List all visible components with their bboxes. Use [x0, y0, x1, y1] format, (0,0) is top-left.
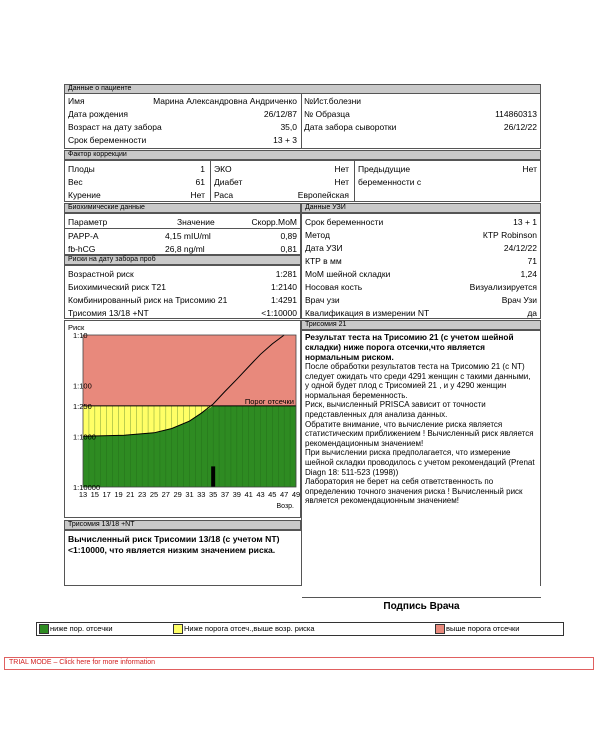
x-tick-label: 41: [244, 490, 253, 499]
t1318-text: Вычисленный риск Трисомии 13/18 (с учетом NT) <1:10000, что является низким значением риска.: [68, 534, 280, 555]
y-tick-label: 1:10: [73, 331, 88, 340]
uzi-label: МоМ шейной складки: [305, 269, 391, 279]
risk-chart-panel: [64, 320, 301, 518]
t21-text: [305, 332, 535, 506]
correction-header: [64, 150, 541, 160]
x-tick-label: 31: [185, 490, 194, 499]
prev-value: Нет: [522, 164, 537, 174]
age-value: 35,0: [280, 122, 297, 132]
y-tick-label: 1:10000: [73, 483, 101, 492]
risk-value: 1:281: [275, 269, 297, 279]
patient-section: [64, 93, 541, 149]
x-tick-label: 45: [268, 490, 277, 499]
x-tick-label: 47: [280, 490, 289, 499]
uzi-label: Дата УЗИ: [305, 243, 343, 253]
race-value: Европейская: [297, 190, 349, 200]
ivf-value: Нет: [334, 164, 349, 174]
uzi-value: да: [527, 308, 537, 318]
high-risk-zone: [83, 335, 296, 406]
prev-label-1: Предыдущие: [358, 164, 411, 174]
biochem-mom: 0,89: [280, 231, 297, 241]
uzi-label: Носовая кость: [305, 282, 363, 292]
risk-value: 1:2140: [271, 282, 297, 292]
x-tick-label: 17: [102, 490, 111, 499]
smoking-label: Курение: [68, 190, 101, 200]
uzi-value: 24/12/22: [503, 243, 537, 253]
x-tick-label: 35: [209, 490, 218, 499]
x-tick-label: 43: [256, 490, 265, 499]
history-label: №Ист.болезни: [304, 96, 362, 106]
signature-line: [302, 597, 541, 598]
uzi-label: Метод: [305, 230, 330, 240]
uzi-value: КТР Robinson: [482, 230, 537, 240]
t21-line: Лаборатория не берет на себя ответственность по определению точного значения риска ! Вычисленный риск является рекомендационным значением!: [305, 477, 523, 506]
t21-line: При вычислении риска предполагается, что измерение шейной складки проводилось с учетом рекомендаций (Prenat Diagn 18: 511-523 (1998)): [305, 448, 535, 477]
y-axis-label: Риск: [68, 323, 85, 332]
patient-header-label: Данные о пациенте: [68, 85, 132, 92]
biochem-header: [64, 203, 301, 213]
diabetes-label: Диабет: [214, 177, 243, 187]
risk-label: Биохимический риск T21: [68, 282, 166, 292]
t1318-header-label: Трисомия 13/18 +NT: [68, 521, 135, 528]
uzi-value: Врач Узи: [501, 295, 537, 305]
x-tick-label: 29: [173, 490, 182, 499]
legend-low-swatch: [39, 624, 49, 634]
t1318-header: [64, 520, 301, 530]
serum-date-label: Дата забора сыворотки: [304, 122, 397, 132]
correction-section: [64, 160, 541, 202]
biochem-mom: 0,81: [280, 244, 297, 254]
x-tick-label: 49: [291, 490, 300, 499]
uzi-section: [301, 213, 541, 319]
x-tick-label: 19: [114, 490, 123, 499]
ivf-label: ЭКО: [214, 164, 232, 174]
ga-value: 13 + 3: [273, 135, 297, 145]
uzi-label: Врач узи: [305, 295, 340, 305]
diabetes-value: Нет: [334, 177, 349, 187]
y-tick-label: 1:100: [73, 381, 92, 391]
signature-label: Подпись Врача: [383, 601, 460, 612]
x-tick-label: 25: [149, 490, 159, 499]
correction-header-label: Фактор коррекции: [68, 151, 127, 158]
legend: [36, 622, 564, 636]
ga-label: Срок беременности: [68, 135, 147, 145]
race-label: Раса: [214, 190, 234, 200]
uzi-label: КТР в мм: [305, 256, 342, 266]
uzi-value: Визуализируется: [469, 282, 537, 292]
smoking-value: Нет: [190, 190, 205, 200]
prev-label-2: беременности с: [358, 177, 422, 187]
risk-label: Трисомия 13/18 +NT: [68, 308, 149, 318]
t21-line: После обработки результатов теста на Трисомию 21 (с NT) следует ожидать что среди 4291 женщин с такими данными, у одной будет плод с Трисомией 21 , и у 4290 женщин нормальная беременность.: [305, 362, 531, 400]
t21-line: Риск, вычисленный PRISCA зависит от точности представленных для анализа данных.: [305, 400, 486, 419]
x-tick-label: 39: [232, 490, 241, 499]
x-tick-label: 23: [138, 490, 147, 499]
risks-section: [64, 265, 301, 319]
legend-mid-swatch: [173, 624, 183, 634]
sample-label: № Образца: [304, 109, 350, 119]
threshold-label: Порог отсечки: [244, 396, 294, 406]
biochem-header-label: Биохимические данные: [68, 204, 145, 211]
name-label: Имя: [68, 96, 85, 106]
t21-line: Обратите внимание, что вычисление риска является статистическим приближением ! Вычисленный риск является рекомендационным значением!: [305, 419, 534, 448]
uzi-value: 13 + 1: [513, 217, 537, 227]
serum-date-value: 26/12/22: [503, 122, 537, 132]
x-tick-label: 27: [161, 490, 170, 499]
dob-value: 26/12/87: [263, 109, 297, 119]
risk-chart: [65, 321, 300, 517]
biochem-col-mom: Скорр.МоМ: [251, 217, 297, 227]
x-tick-label: 21: [126, 490, 135, 499]
trial-mode-link[interactable]: TRIAL MODE – Click here for more information: [9, 659, 156, 666]
t1318-section: [64, 530, 301, 586]
legend-high-label: выше порога отсечки: [446, 624, 520, 633]
risks-header: [64, 255, 301, 265]
weight-label: Вес: [68, 177, 83, 187]
x-axis-label: Возр.: [276, 503, 294, 510]
fetus-label: Плоды: [68, 164, 95, 174]
uzi-label: Квалификация в измерении NT: [305, 308, 430, 318]
age-label: Возраст на дату забора: [68, 122, 162, 132]
biochem-col-value: Значение: [177, 217, 215, 227]
sample-value: 114860313: [495, 109, 537, 119]
uzi-value: 1,24: [520, 269, 537, 279]
biochem-section: [64, 213, 301, 255]
y-tick-label: 1:1000: [73, 432, 96, 442]
x-tick-label: 13: [78, 490, 88, 499]
y-tick-label: 1:250: [73, 401, 92, 411]
risk-value: <1:10000: [261, 308, 297, 318]
legend-high-swatch: [435, 624, 445, 634]
x-tick-label: 15: [90, 490, 99, 499]
trial-mode-bar[interactable]: [4, 657, 594, 670]
x-tick-label: 33: [197, 490, 206, 499]
t21-header: [301, 320, 541, 330]
t21-header-label: Трисомия 21: [305, 321, 347, 328]
uzi-value: 71: [527, 256, 537, 266]
biochem-param: PAPP-A: [68, 231, 99, 241]
dob-label: Дата рождения: [68, 109, 128, 119]
biochem-param: fb-hCG: [68, 244, 96, 254]
t21-result: Результат теста на Трисомию 21 (с учетом шейной складки) ниже порога отсечки,что является нормальным риском.: [305, 332, 514, 362]
risks-header-label: Риски на дату забора проб: [68, 256, 156, 263]
risk-label: Комбинированный риск на Трисомию 21: [68, 295, 228, 305]
biochem-value: 4,15 mIU/ml: [165, 231, 211, 241]
biochem-col-param: Параметр: [68, 217, 108, 227]
patient-marker: [211, 466, 215, 487]
fetus-value: 1: [200, 164, 205, 174]
x-tick-label: 37: [220, 490, 230, 499]
uzi-label: Срок беременности: [305, 217, 384, 227]
risk-label: Возрастной риск: [68, 269, 134, 279]
biochem-value: 26,8 ng/ml: [165, 244, 205, 254]
uzi-header-label: Данные УЗИ: [305, 204, 346, 211]
weight-value: 61: [195, 177, 205, 187]
legend-low-label: ниже пор. отсечки: [50, 624, 113, 633]
legend-mid-label: Ниже порога отсеч.,выше возр. риска: [184, 624, 315, 633]
patient-name: Марина Александровна Андриченко: [153, 96, 297, 106]
risk-value: 1:4291: [271, 295, 297, 305]
uzi-header: [301, 203, 541, 213]
